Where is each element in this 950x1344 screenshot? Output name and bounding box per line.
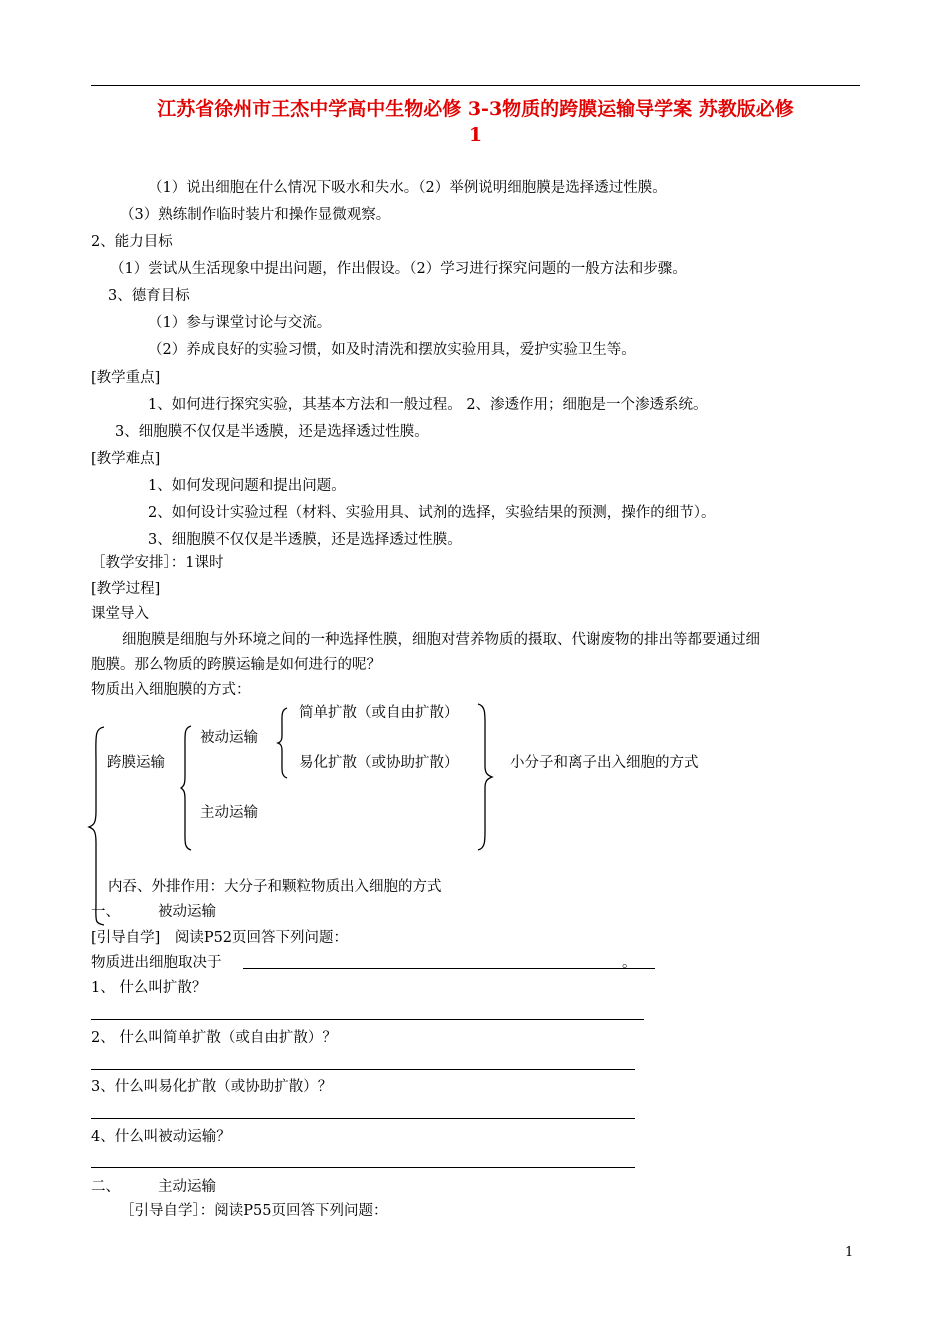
intro-heading: 课堂导入 bbox=[91, 606, 149, 622]
answer-line-3[interactable] bbox=[91, 1118, 635, 1119]
difficulties-heading: [教学难点] bbox=[91, 451, 161, 467]
right-closing-brace bbox=[474, 702, 496, 852]
question-4: 4、什么叫被动运输？ bbox=[91, 1129, 231, 1145]
moral-goal-1: （1）参与课堂讨论与交流。 bbox=[148, 315, 332, 331]
passive-transport-label: 被动运输 bbox=[200, 730, 258, 746]
section1-title: 被动运输 bbox=[158, 904, 216, 920]
section1-guide: [引导自学] 阅读P52页回答下列问题： bbox=[91, 930, 349, 946]
question-2: 2、 什么叫简单扩散（或自由扩散）？ bbox=[91, 1030, 337, 1046]
depends-on-answer-line[interactable] bbox=[243, 968, 655, 969]
transmembrane-brace bbox=[178, 724, 194, 852]
section2-number: 二、 bbox=[91, 1179, 120, 1195]
transmembrane-label: 跨膜运输 bbox=[107, 755, 165, 771]
section2-title: 主动运输 bbox=[158, 1179, 216, 1195]
key-point-line1: 1、如何进行探究实验，其基本方法和一般过程。 2、渗透作用；细胞是一个渗透系统。 bbox=[148, 397, 708, 413]
key-points-heading: [教学重点] bbox=[91, 370, 161, 386]
answer-line-4[interactable] bbox=[91, 1167, 635, 1168]
question-1: 1、 什么叫扩散？ bbox=[91, 980, 207, 996]
process-heading: [教学过程] bbox=[91, 581, 161, 597]
intro-paragraph-line1: 细胞膜是细胞与外环境之间的一种选择性膜，细胞对营养物质的摄取、代谢废物的排出等都要通过细 bbox=[122, 632, 760, 648]
moral-goal-heading: 3、德育目标 bbox=[108, 288, 190, 304]
active-transport-label: 主动运输 bbox=[200, 805, 258, 821]
endocytosis-exocytosis-label: 内吞、外排作用：大分子和颗粒物质出入细胞的方式 bbox=[108, 879, 442, 895]
document-title-line2: 1 bbox=[468, 124, 483, 146]
facilitated-diffusion-label: 易化扩散（或协助扩散） bbox=[299, 755, 459, 771]
depends-on-prompt: 物质进出细胞取决于 bbox=[91, 955, 222, 971]
document-title-line1: 江苏省徐州市王杰中学高中生物必修 3-3物质的跨膜运输导学案 苏教版必修 bbox=[157, 98, 794, 120]
ability-goal-heading: 2、能力目标 bbox=[91, 234, 173, 250]
key-point-line2: 3、细胞膜不仅仅是半透膜，还是选择透过性膜。 bbox=[115, 424, 429, 440]
difficulty-line2: 2、如何设计实验过程（材料、实验用具、试剂的选择，实验结果的预测，操作的细节）。 bbox=[148, 505, 716, 521]
simple-diffusion-label: 简单扩散（或自由扩散） bbox=[299, 705, 459, 721]
ability-goal-text: （1）尝试从生活现象中提出问题，作出假设。（2）学习进行探究问题的一般方法和步骤。 bbox=[110, 261, 687, 277]
section2-guide: ［引导自学］：阅读P55页回答下列问题： bbox=[120, 1203, 388, 1219]
knowledge-goal-3: （3）熟练制作临时装片和操作显微观察。 bbox=[120, 207, 391, 223]
answer-line-2[interactable] bbox=[91, 1069, 635, 1070]
question-3: 3、什么叫易化扩散（或协助扩散）？ bbox=[91, 1079, 333, 1095]
small-molecules-label: 小分子和离子出入细胞的方式 bbox=[510, 755, 699, 771]
difficulty-line1: 1、如何发现问题和提出问题。 bbox=[148, 478, 346, 494]
knowledge-goal-1-2: （1）说出细胞在什么情况下吸水和失水。（2）举例说明细胞膜是选择透过性膜。 bbox=[148, 180, 667, 196]
transport-ways-heading: 物质出入细胞膜的方式： bbox=[91, 682, 251, 698]
section1-number: 一、 bbox=[91, 904, 120, 920]
depends-on-end: 。 bbox=[622, 955, 637, 971]
intro-paragraph-line2: 胞膜。那么物质的跨膜运输是如何进行的呢？ bbox=[91, 657, 381, 673]
difficulty-line3: 3、细胞膜不仅仅是半透膜，还是选择透过性膜。 bbox=[148, 532, 462, 548]
page-number: 1 bbox=[845, 1245, 854, 1260]
header-rule bbox=[91, 85, 860, 86]
answer-line-1[interactable] bbox=[91, 1019, 644, 1020]
teaching-arrangement: ［教学安排］：1课时 bbox=[91, 555, 224, 571]
passive-transport-brace bbox=[276, 706, 290, 780]
moral-goal-2: （2）养成良好的实验习惯，如及时清洗和摆放实验用具，爱护实验卫生等。 bbox=[148, 342, 636, 358]
